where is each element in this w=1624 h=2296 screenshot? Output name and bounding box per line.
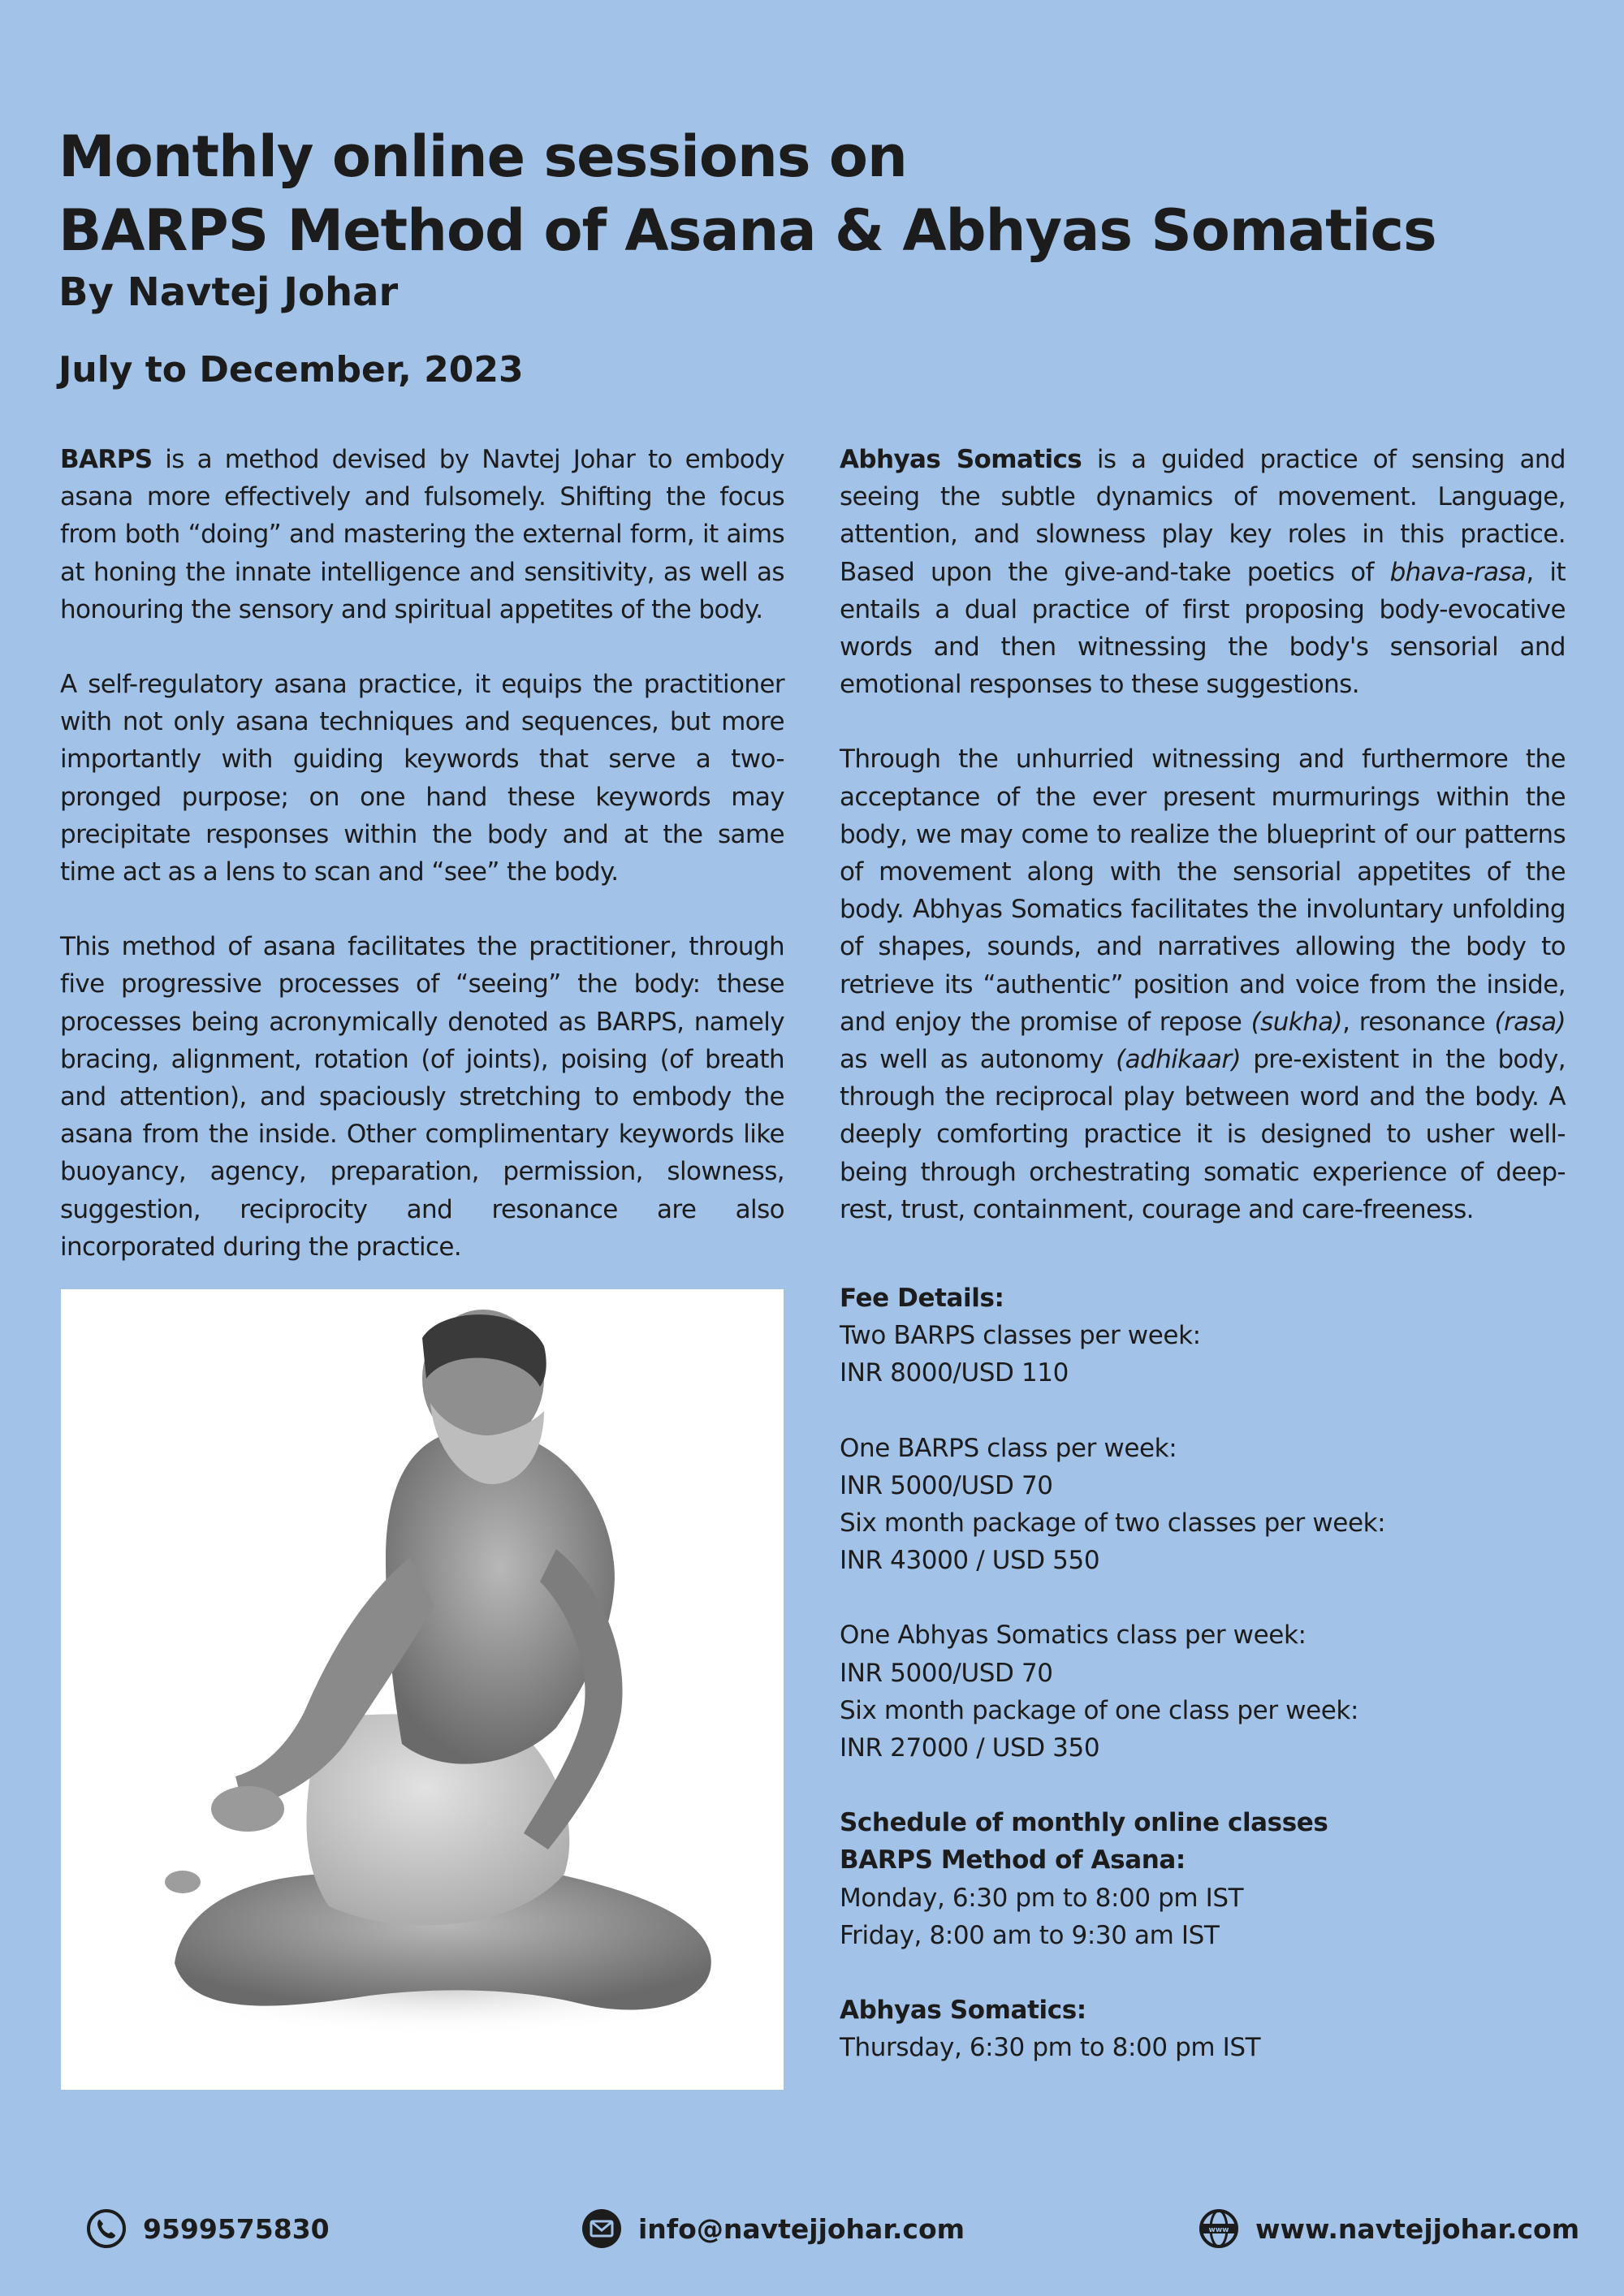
barps-paragraph-1 xyxy=(60,441,784,628)
barps-term: BARPS xyxy=(60,445,153,474)
abhyas-p1-text-a: is a guided practice of sensing and seeing the subtle dynamics of movement. Language, attention, and slowness play key roles in this practice. Based upon the give-and-take poetics of xyxy=(840,445,1566,587)
footer-phone[interactable] xyxy=(86,2208,330,2249)
abhyas-paragraph-1 xyxy=(840,441,1566,703)
abhyas-p2-text-a: Through the unhurried witnessing and furthermore the acceptance of the ever present murmurings within the body, we may come to realize the blueprint of our patterns of movement along with the sensorial appetites of the body. Abhyas Somatics facilitates the involuntary unfolding of shapes, sounds, and narratives allowing the body to retrieve its “authentic” position and voice from the inside, and enjoy the promise of repose xyxy=(840,744,1566,1037)
fee-and-schedule xyxy=(840,1280,1562,2066)
email-icon xyxy=(581,2208,622,2249)
schedule-abhyas-thursday: Thursday, 6:30 pm to 8:00 pm IST xyxy=(840,2033,1261,2063)
footer-website[interactable] xyxy=(1199,2208,1579,2249)
byline: By Navtej Johar xyxy=(58,270,399,315)
abhyas-term: Abhyas Somatics xyxy=(840,445,1082,474)
fee-heading: Fee Details: xyxy=(840,1284,1004,1313)
seated-yogi-illustration xyxy=(61,1289,784,2090)
footer-email[interactable] xyxy=(581,2208,965,2249)
email-address: info@navtejjohar.com xyxy=(638,2212,965,2245)
abhyas-description xyxy=(840,441,1566,1266)
barps-p1-text: is a method devised by Navtej Johar to embody asana more effectively and fulsomely. Shifting the focus from both “doing” and mastering the external form, it aims at honing the innate intelligence and sensitivity, as well as honouring the sensory and spiritual appetites of the body. xyxy=(60,445,784,624)
schedule-barps-friday: Friday, 8:00 am to 9:30 am IST xyxy=(840,1920,1220,1950)
bhava-rasa-term: bhava-rasa xyxy=(1389,557,1527,587)
title-line-2: BARPS Method of Asana & Abhyas Somatics xyxy=(58,197,1436,264)
abhyas-p1-text-b: , it entails a dual practice of first proposing body-evocative words and then witnessing the body's sensorial and emotional responses to these suggestions. xyxy=(840,557,1566,700)
barps-paragraph-2: A self-regulatory asana practice, it equips the practitioner with not only asana techniques and sequences, but more importantly with guiding keywords that serve a two-pronged purpose; on one hand these keywords may precipitate responses within the body and at the same time act as a lens to scan and “see” the body. xyxy=(60,670,784,887)
fee-one-abhyas-label: One Abhyas Somatics class per week: xyxy=(840,1621,1307,1651)
fee-two-barps-label: Two BARPS classes per week: xyxy=(840,1321,1201,1351)
title-line-1: Monthly online sessions on xyxy=(58,123,907,190)
abhyas-p2-text-d: pre-existent in the body, through the reciprocal play between word and the body. A deeply comforting practice it is designed to usher well-being through orchestrating somatic experience of deep-rest, trust, containment, courage and care-freeness. xyxy=(840,1045,1566,1224)
abhyas-p2-text-b: , resonance xyxy=(1342,1007,1495,1037)
fee-one-barps-price: INR 5000/USD 70 xyxy=(840,1470,1053,1500)
page-title xyxy=(58,120,1436,268)
fee-six-two-price: INR 43000 / USD 550 xyxy=(840,1546,1100,1576)
fee-six-two-label: Six month package of two classes per week: xyxy=(840,1508,1386,1539)
fee-one-abhyas-price: INR 5000/USD 70 xyxy=(840,1658,1053,1688)
barps-paragraph-3: This method of asana facilitates the practitioner, through five progressive processes of “seeing” the body: these processes being acronymically denoted as BARPS, namely bracing, alignment, rotation (of joints), poising (of breath and attention), and spaciously stretching to embody the asana from the inside. Other complimentary keywords like buoyancy, agency, preparation, permission, slowness, suggestion, reciprocity and resonance are also incorporated during the practice. xyxy=(60,932,784,1262)
schedule-barps-heading: BARPS Method of Asana: xyxy=(840,1845,1186,1875)
svg-text:www: www xyxy=(1208,2226,1229,2234)
website-url: www.navtejjohar.com xyxy=(1255,2212,1580,2245)
schedule-heading: Schedule of monthly online classes xyxy=(840,1808,1328,1838)
date-range: July to December, 2023 xyxy=(58,349,524,391)
rasa-term: (rasa) xyxy=(1494,1007,1566,1037)
phone-number: 9599575830 xyxy=(143,2212,330,2245)
barps-description xyxy=(60,441,784,1303)
abhyas-p2-text-c: as well as autonomy xyxy=(840,1045,1116,1075)
schedule-abhyas-heading: Abhyas Somatics: xyxy=(840,1996,1086,2026)
phone-icon xyxy=(86,2208,127,2249)
schedule-barps-monday: Monday, 6:30 pm to 8:00 pm IST xyxy=(840,1883,1244,1913)
sukha-term: (sukha) xyxy=(1250,1007,1343,1037)
fee-six-one-price: INR 27000 / USD 350 xyxy=(840,1733,1100,1763)
globe-icon xyxy=(1199,2208,1239,2249)
adhikaar-term: (adhikaar) xyxy=(1116,1045,1241,1075)
abhyas-paragraph-2 xyxy=(840,740,1566,1228)
yoga-pose-photo xyxy=(61,1289,784,2090)
fee-six-one-label: Six month package of one class per week: xyxy=(840,1695,1359,1725)
fee-two-barps-price: INR 8000/USD 110 xyxy=(840,1358,1069,1388)
fee-one-barps-label: One BARPS class per week: xyxy=(840,1433,1177,1463)
